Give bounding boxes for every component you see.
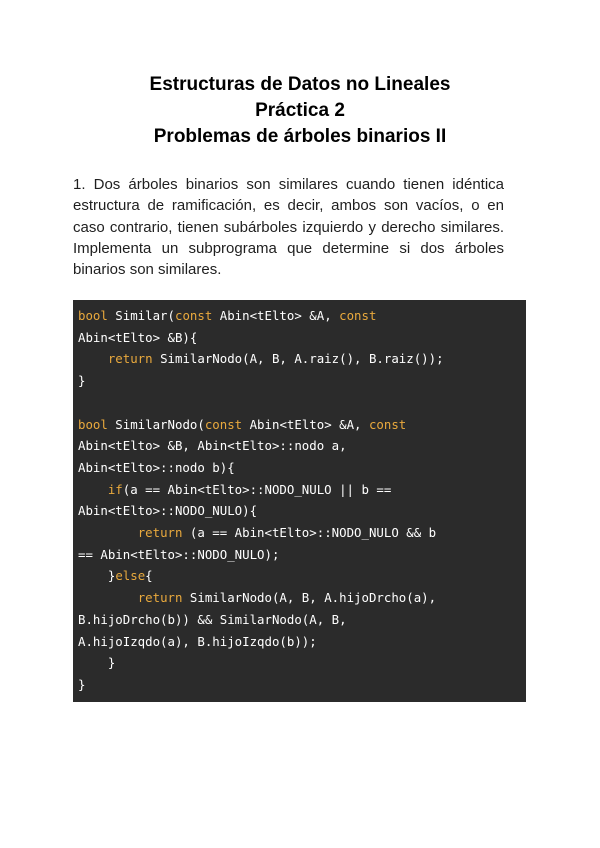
code-keyword: const xyxy=(339,308,377,323)
code-token: (a == Abin<tElto>::NODO_NULO && b xyxy=(182,525,437,541)
code-line xyxy=(78,351,444,366)
code-line xyxy=(78,330,197,345)
code-token xyxy=(78,351,108,366)
code-token xyxy=(78,525,138,540)
code-keyword: else xyxy=(115,568,146,584)
code-keyword: return xyxy=(137,590,183,606)
code-keyword: bool xyxy=(78,416,108,432)
code-line xyxy=(78,612,347,627)
code-keyword: const xyxy=(204,416,243,432)
code-token: Similar( xyxy=(107,308,175,323)
code-token: (a == Abin<tElto>::NODO_NULO || b == xyxy=(122,481,392,497)
code-token: Abin<tElto> &A, xyxy=(212,308,340,323)
code-line xyxy=(78,308,376,323)
code-line xyxy=(78,547,279,562)
code-token: } xyxy=(78,568,116,584)
code-token: } xyxy=(78,373,86,389)
code-token: SimilarNodo( xyxy=(107,416,205,432)
code-line xyxy=(78,590,436,605)
code-keyword: bool xyxy=(78,308,108,323)
practice-subtitle: Problemas de árboles binarios II xyxy=(153,126,447,147)
code-block xyxy=(73,300,526,702)
code-token: Abin<tElto>::NODO_NULO){ xyxy=(78,503,258,519)
problem-statement: 1. Dos árboles binarios son similares cuando tienen idéntica estructura de ramificación, es decir, ambos son vacíos, o en caso contrario, tienen subárboles izquierdo y derecho similares. Implementa un subprograma que determine si dos árboles binarios son similares. xyxy=(73,176,504,279)
code-line xyxy=(78,438,347,453)
code-line xyxy=(78,417,406,432)
code-line xyxy=(78,373,85,388)
code-keyword: const xyxy=(368,416,407,432)
course-title: Estructuras de Datos no Lineales xyxy=(149,74,451,95)
code-line xyxy=(78,525,436,540)
code-keyword: return xyxy=(137,525,183,541)
code-line xyxy=(78,634,317,649)
code-token: { xyxy=(145,568,153,584)
code-keyword: return xyxy=(107,351,153,367)
code-token: Abin<tElto>::nodo b){ xyxy=(78,459,235,475)
code-line xyxy=(78,655,115,670)
code-token: SimilarNodo(A, B, A.hijoDrcho(a), xyxy=(182,590,437,606)
code-token: } xyxy=(78,655,116,671)
code-token xyxy=(78,590,138,605)
code-token: == Abin<tElto>::NODO_NULO); xyxy=(78,546,280,562)
code-token: B.hijoDrcho(b)) && SimilarNodo(A, B, xyxy=(78,611,347,627)
code-token: SimilarNodo(A, B, A.raiz(), B.raiz()); xyxy=(152,351,444,367)
code-line xyxy=(78,482,391,497)
code-token: Abin<tElto> &B){ xyxy=(78,329,198,345)
code-line xyxy=(78,677,85,692)
code-keyword: if xyxy=(107,481,123,497)
code-token: Abin<tElto> &A, xyxy=(242,416,369,432)
code-line xyxy=(78,568,153,583)
code-line xyxy=(78,460,235,475)
code-listing xyxy=(78,305,520,696)
code-line xyxy=(78,503,257,518)
document-title xyxy=(0,72,600,150)
code-token: A.hijoIzqdo(a), B.hijoIzqdo(b)); xyxy=(78,633,317,649)
code-token: Abin<tElto> &B, Abin<tElto>::nodo a, xyxy=(78,438,347,454)
code-keyword: const xyxy=(174,308,213,323)
code-token xyxy=(78,482,108,497)
practice-number: Práctica 2 xyxy=(255,100,345,121)
code-token: } xyxy=(78,676,86,692)
